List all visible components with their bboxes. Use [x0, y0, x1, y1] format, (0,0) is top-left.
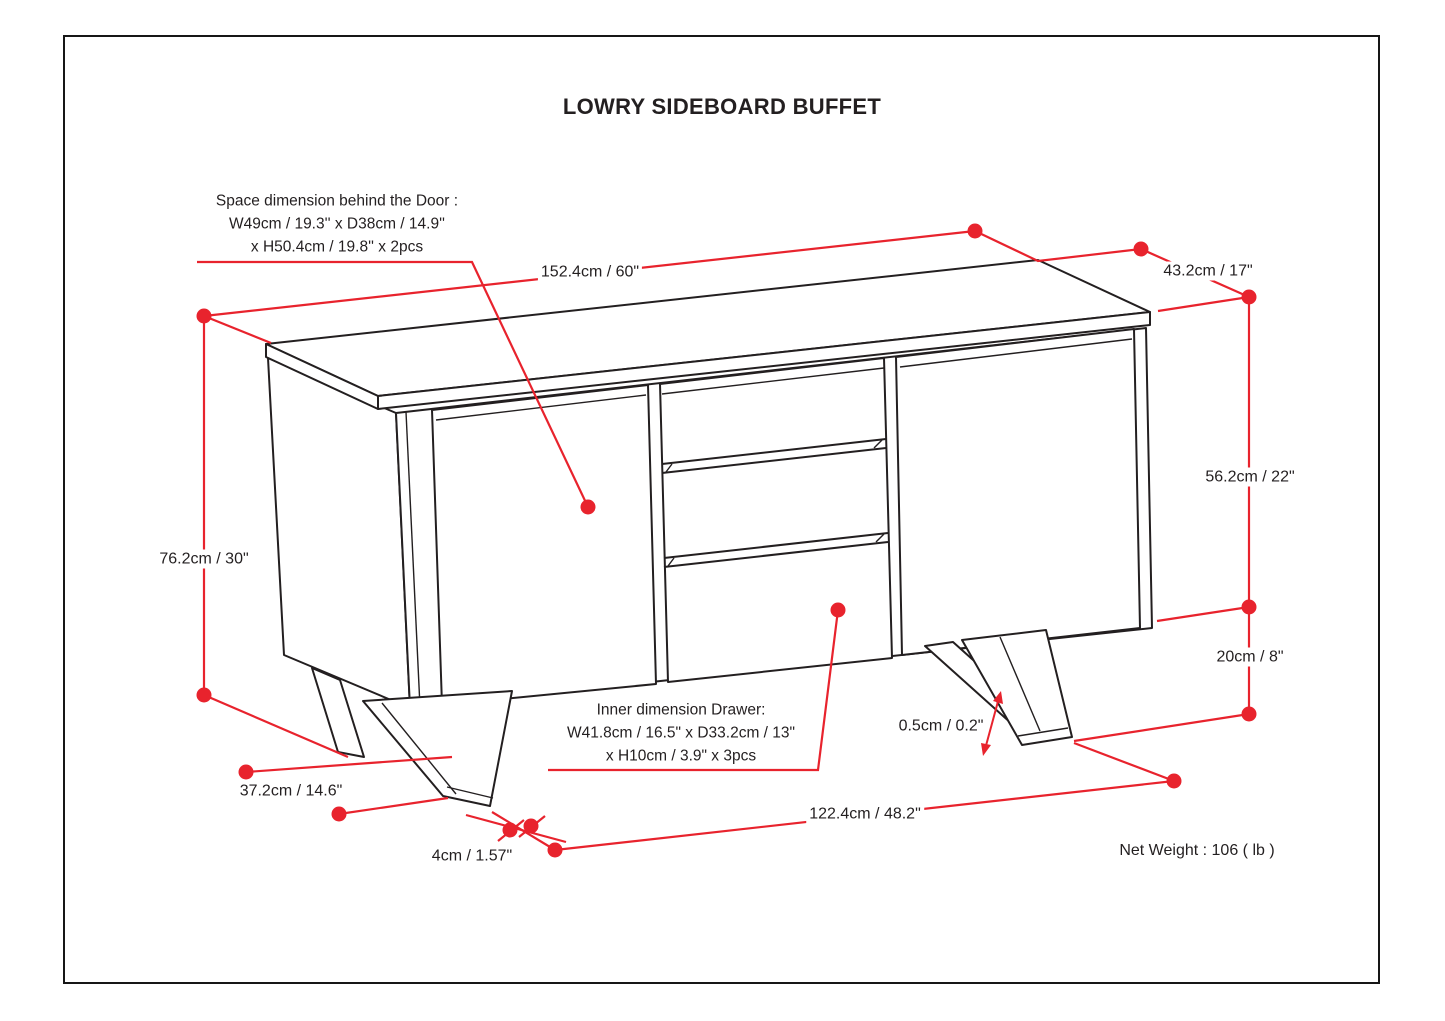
door-space-annotation — [216, 190, 458, 259]
drawer-inner-annotation — [567, 699, 795, 768]
drawer-inner-line-1: Inner dimension Drawer: — [596, 701, 766, 719]
door-space-line-2: W49cm / 19.3'' x D38cm / 14.9'' — [228, 215, 446, 233]
width-dimension-label: 152.4cm / 60" — [538, 263, 642, 282]
front-left-leg — [363, 691, 512, 806]
cabinet-left-panel — [268, 358, 410, 708]
depth-dimension-label: 43.2cm / 17" — [1160, 262, 1255, 281]
leg-width-dimension-label: 4cm / 1.57" — [429, 847, 515, 866]
drawer-inner-line-2: W41.8cm / 16.5" x D33.2cm / 13" — [566, 724, 796, 742]
total-height-dimension-label: 76.2cm / 30" — [156, 550, 251, 569]
drawer-stack — [660, 358, 892, 682]
net-weight-label: Net Weight : 106 ( lb ) — [1119, 842, 1275, 859]
leg-span-dimension-label: 122.4cm / 48.2" — [806, 805, 924, 824]
right-door — [896, 329, 1140, 655]
leg-depth-dimension-label: 37.2cm / 14.6" — [237, 782, 346, 801]
door-space-line-1: Space dimension behind the Door : — [215, 192, 459, 210]
cabinet-height-dimension-label: 56.2cm / 22" — [1202, 468, 1297, 487]
leg-thickness-dimension-label: 0.5cm / 0.2" — [896, 717, 987, 736]
leg-height-dimension-label: 20cm / 8" — [1213, 648, 1286, 667]
door-space-line-3: x H50.4cm / 19.8'' x 2pcs — [250, 238, 424, 256]
diagram-title: LOWRY SIDEBOARD BUFFET — [562, 94, 882, 119]
left-door — [432, 385, 656, 705]
drawer-inner-line-3: x H10cm / 3.9" x 3pcs — [605, 747, 757, 765]
